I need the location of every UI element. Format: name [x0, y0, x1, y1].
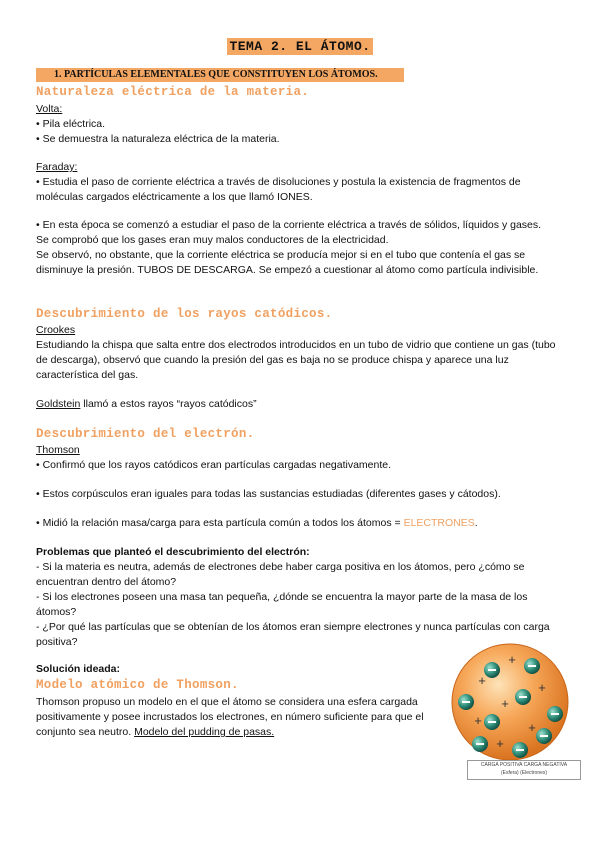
plus-sign: + — [496, 736, 504, 751]
page-title: TEMA 2. EL ÁTOMO. — [229, 39, 371, 54]
plus-sign: + — [508, 652, 516, 667]
solution-heading: Solución ideada: — [36, 663, 121, 675]
crookes-name: Crookes — [36, 324, 76, 336]
nature-heading: Naturaleza eléctrica de la materia. — [36, 85, 310, 99]
plus-sign: + — [478, 673, 486, 688]
goldstein-line — [36, 397, 556, 412]
crookes-block — [36, 323, 556, 383]
thomson-model-heading: Modelo atómico de Thomson. — [36, 678, 239, 692]
problem-item: - Si la materia es neutra, además de electrones debe haber carga positiva en los átomos, pero ¿cómo se encuentran dentro del átomo? — [36, 561, 525, 588]
volta-item: • Se demuestra la naturaleza eléctrica de la materia. — [36, 133, 280, 145]
era-text: • En esta época se comenzó a estudiar el paso de la corriente eléctrica a través de sólidos, líquidos y gases. Se comprobó que los gases eran muy malos conductores de la electricidad. — [36, 219, 542, 246]
faraday-block — [36, 160, 556, 205]
pudding-model-link: Modelo del pudding de pasas. — [134, 726, 275, 738]
goldstein-text: llamó a estos rayos “rayos catódicos” — [80, 398, 257, 410]
volta-block — [36, 102, 556, 147]
plus-sign: + — [474, 713, 482, 728]
volta-item: • Pila eléctrica. — [36, 118, 106, 130]
electron-heading: Descubrimiento del electrón. — [36, 427, 255, 441]
figure-caption: CARGA POSITIVA CARGA NEGATIVA (Esfera) (Electrones) — [467, 760, 581, 780]
thomson-name: Thomson — [36, 444, 80, 456]
crookes-text: Estudiando la chispa que salta entre dos electrodos introducidos en un tubo de vidrio que contiene un gas (tubo de descarga), observó que cuando la presión del gas es baja no se produce chispa y aparece una luz característica del gas. — [36, 339, 556, 381]
observed-text: Se observó, no obstante, que la corriente eléctrica se producía mejor si en el tubo que contenía el gas se disminuye la presión. TUBOS DE DESCARGA. Se empezó a cuestionar al átomo como partícula indivisible. — [36, 249, 539, 276]
plus-sign: + — [528, 720, 536, 735]
era-block — [36, 218, 556, 278]
plum-pudding-atom-illustration — [440, 640, 580, 775]
goldstein-name: Goldstein — [36, 398, 81, 410]
electron-item-ratio: • Midió la relación masa/carga para esta partícula común a todos los átomos = ELECTRONES. — [36, 517, 478, 529]
thomson-block — [36, 443, 556, 473]
faraday-name: Faraday: — [36, 161, 78, 173]
section-heading: 1. PARTÍCULAS ELEMENTALES QUE CONSTITUYEN LOS ÁTOMOS. — [36, 68, 404, 82]
problem-item: - ¿Por qué las partículas que se obtenían de los átomos eran siempre electrones y nunca partículas con carga positiva? — [36, 621, 550, 648]
problems-heading: Problemas que planteó el descubrimiento del electrón: — [36, 546, 310, 558]
problem-item: - Si los electrones poseen una masa tan pequeña, ¿dónde se encuentra la mayor parte de la masa de los átomos? — [36, 591, 528, 618]
plus-sign: + — [538, 680, 546, 695]
problems-block — [36, 545, 556, 650]
electron-item: • Confirmó que los rayos catódicos eran partículas cargadas negativamente. — [36, 459, 392, 471]
cathode-heading: Descubrimiento de los rayos catódicos. — [36, 307, 333, 321]
faraday-text: • Estudia el paso de corriente eléctrica a través de disoluciones y postula la existencia de fragmentos de moléculas cargados eléctricamente a los que llamó IONES. — [36, 176, 521, 203]
electron-item: • Estos corpúsculos eran iguales para todas las sustancias estudiadas (diferentes gases y cátodos). — [36, 488, 501, 500]
plus-sign: + — [501, 696, 509, 711]
volta-name: Volta: — [36, 103, 63, 115]
solution-text: Thomson propuso un modelo en el que el átomo se considera una esfera cargada positivamente y posee incrustados los electrones, en número suficiente para que el conjunto sea neutro. Modelo del pudding de pasas. — [36, 696, 424, 738]
electrones-highlight: ELECTRONES — [403, 517, 475, 529]
